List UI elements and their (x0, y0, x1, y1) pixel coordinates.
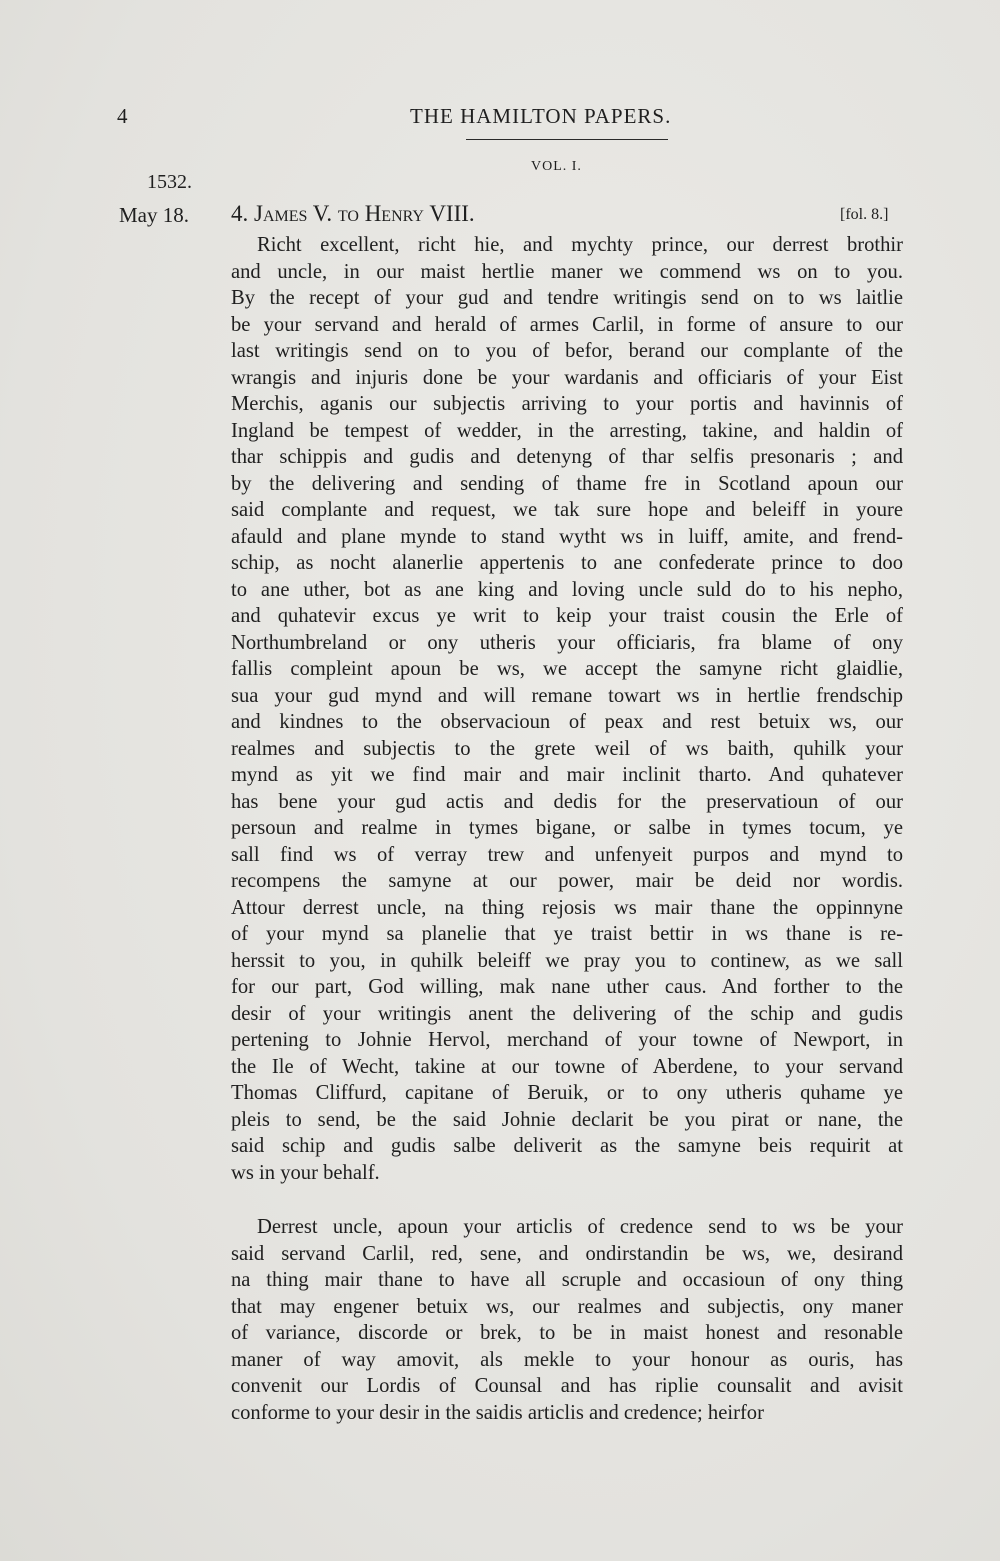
text-line: be your servand and herald of armes Carlil, in forme of ansure to our (231, 313, 903, 336)
text-line: realmes and subjectis to the grete weil of ws baith, quhilk your (231, 737, 903, 760)
text-line: recompens the samyne at our power, mair be deid nor wordis. (231, 870, 903, 892)
document-number: 4. (231, 201, 249, 226)
heading-to: to (337, 201, 359, 226)
text-line: by the delivering and sending of thame fre in Scotland apoun our (231, 472, 903, 495)
text-line: of your mynd sa planelie that ye traist bettir in ws thane is re- (231, 923, 903, 945)
text-line: Merchis, aganis our subjectis arriving to your portis and havinnis of (231, 393, 903, 415)
text-line: herssit to you, in quhilk beleiff we pray you to continew, as we sall (231, 949, 903, 972)
paragraph-1 (231, 232, 903, 1186)
text-line: and quhatevir excus ye writ to keip your traist cousin the Erle of (231, 605, 903, 627)
text-line: mynd as yit we find mair and mair inclinit tharto. And quhatever (231, 764, 903, 786)
text-line: said complante and request, we tak sure hope and beleiff in youre (231, 499, 903, 521)
text-line: to ane uther, bot as ane king and loving uncle suld do to his nepho, (231, 578, 903, 601)
text-line: pertening to Johnie Hervol, merchand of your towne of Newport, in (231, 1029, 903, 1051)
text-line: for our part, God willing, mak nane uther caus. And forther to the (231, 976, 903, 998)
text-line: maner of way amovit, als mekle to your honour as ouris, has (231, 1348, 903, 1371)
text-line: schip, as nocht alanerlie appertenis to ane confederate prince to doo (231, 552, 903, 574)
text-line: Attour derrest uncle, na thing rejosis ws mair thane the oppinnyne (231, 896, 903, 919)
text-line: said servand Carlil, red, sene, and ondirstandin be ws, we, desirand (231, 1242, 903, 1265)
text-line: wrangis and injuris done be your wardanis and officiaris of your Eist (231, 366, 903, 389)
text-line: na thing mair thane to have all scruple and occasioun of ony thing (231, 1269, 903, 1291)
text-line: pleis to send, be the said Johnie declarit be you pirat or nane, the (231, 1108, 903, 1131)
text-line: Ingland be tempest of wedder, in the arresting, takine, and haldin of (231, 419, 903, 442)
text-line: that may engener betuix ws, our realmes and subjectis, ony maner (231, 1295, 903, 1318)
text-line: of variance, discorde or brek, to be in maist honest and resonable (231, 1322, 903, 1344)
text-line: convenit our Lordis of Counsal and has riplie counsalit and avisit (231, 1375, 903, 1397)
text-line: sua your gud mynd and will remane towart ws in hertlie frendschip (231, 684, 903, 707)
text-line: desir of your writingis anent the delivering of the schip and gudis (231, 1002, 903, 1025)
running-title: THE HAMILTON PAPERS. (410, 104, 672, 128)
heading-henry: Henry (364, 201, 424, 226)
text-line: said schip and gudis salbe deliverit as the samyne beis requirit at (231, 1135, 903, 1157)
heading-james: James (254, 201, 308, 226)
text-line: fallis compleint apoun be ws, we accept the samyne richt glaidlie, (231, 658, 903, 680)
header-rule (466, 139, 668, 140)
text-line: ws in your behalf. (231, 1161, 380, 1184)
text-line: and kindnes to the observacioun of peax and rest betuix ws, our (231, 711, 903, 733)
text-line: Northumbreland or ony utheris your officiaris, fra blame of ony (231, 631, 903, 654)
text-line: has bene your gud actis and dedis for the preservatioun of our (231, 790, 903, 813)
text-line: By the recept of your gud and tendre writingis send on to ws laitlie (231, 287, 903, 309)
text-line: and uncle, in our maist hertlie maner we commend ws on to you. (231, 260, 903, 283)
text-line: persoun and realme in tymes bigane, or salbe in tymes tocum, ye (231, 817, 903, 839)
text-line: sall find ws of verray trew and unfenyeit purpos and mynd to (231, 843, 903, 866)
paragraph-2 (231, 1214, 903, 1426)
margin-year: 1532. (147, 171, 192, 193)
text-line: the Ile of Wecht, takine at our towne of Aberdene, to your servand (231, 1055, 903, 1078)
text-line: conforme to your desir in the saidis articlis and credence; heirfor (231, 1401, 764, 1424)
folio-reference: [fol. 8.] (840, 206, 889, 223)
text-line: afauld and plane mynde to stand wytht ws in luiff, amite, and frend- (231, 525, 903, 548)
page-number: 4 (117, 104, 128, 128)
text-line: Richt excellent, richt hie, and mychty prince, our derrest brothir (257, 234, 903, 256)
text-line: thar schippis and gudis and detenyng of thar selfis presonaris ; and (231, 446, 903, 468)
margin-date: May 18. (119, 203, 189, 227)
heading-text (254, 201, 475, 226)
text-line: Thomas Cliffurd, capitane of Beruik, or to ony utheris quhame ye (231, 1082, 903, 1104)
heading-regnal-v: V. (307, 201, 338, 226)
text-line: Derrest uncle, apoun your articlis of credence send to ws be your (257, 1216, 903, 1238)
volume-label: VOL. I. (531, 159, 582, 174)
heading-regnal-viii: VIII. (423, 201, 475, 226)
document-heading (231, 201, 475, 227)
text-line: last writingis send on to you of befor, berand our complante of the (231, 340, 903, 362)
